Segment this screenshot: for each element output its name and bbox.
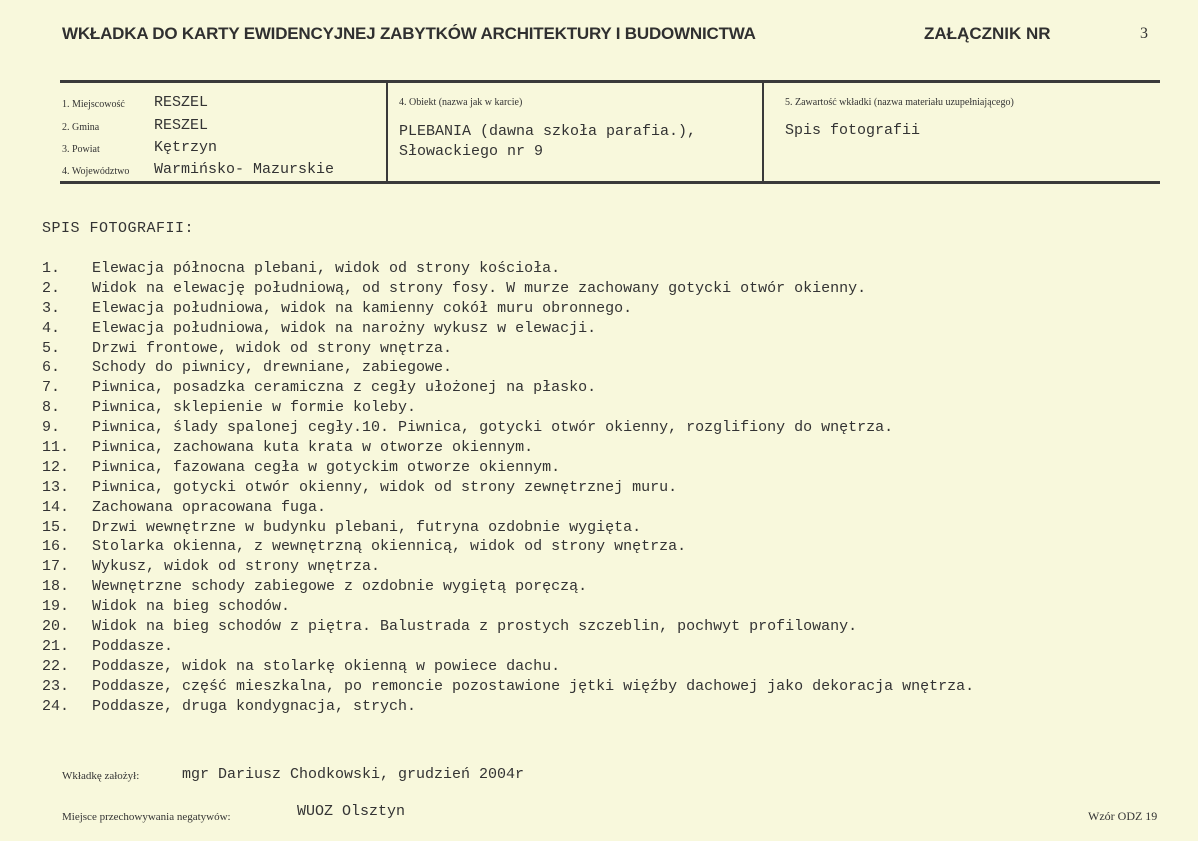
list-item <box>42 597 974 617</box>
list-item-number: 16. <box>42 538 70 556</box>
list-item-text: Drzwi frontowe, widok od strony wnętrza. <box>92 339 453 357</box>
list-item <box>42 518 974 538</box>
contents-value: Spis fotografii <box>785 122 921 139</box>
contents-label: 5. Zawartość wkładki (nazwa materiału uzupełniającego) <box>785 97 1014 108</box>
author-label: Wkładkę założył: <box>62 770 140 782</box>
list-item-number: 24. <box>42 697 70 715</box>
location-value: RESZEL <box>154 94 209 111</box>
list-item <box>42 358 974 378</box>
list-item <box>42 418 974 438</box>
location-label: 4. Województwo <box>62 166 130 177</box>
list-item-number: 2. <box>42 279 61 297</box>
list-item <box>42 697 974 717</box>
list-item-text: Stolarka okienna, z wewnętrzną okiennicą, widok od strony wnętrza. <box>92 538 687 556</box>
storage-label: Miejsce przechowywania negatywów: <box>62 811 231 823</box>
list-item-text: Piwnica, fazowana cegła w gotyckim otworze okiennym. <box>92 458 561 476</box>
list-item-number: 1. <box>42 260 61 277</box>
photo-list <box>42 259 974 716</box>
location-value: Kętrzyn <box>154 139 218 156</box>
list-item-number: 9. <box>42 419 61 437</box>
column-divider <box>386 80 388 184</box>
object-value-line2: Słowackiego nr 9 <box>399 143 544 160</box>
list-item-number: 5. <box>42 339 61 357</box>
list-item-text: Widok na bieg schodów. <box>92 598 291 616</box>
list-item-text: Schody do piwnicy, drewniane, zabiegowe. <box>92 359 453 377</box>
list-item <box>42 577 974 597</box>
list-item-number: 6. <box>42 359 61 377</box>
list-item <box>42 677 974 697</box>
list-item <box>42 378 974 398</box>
object-value-line1: PLEBANIA (dawna szkoła parafia.), <box>399 123 697 140</box>
list-item-text: Poddasze, widok na stolarkę okienną w powiece dachu. <box>92 657 561 675</box>
list-item <box>42 458 974 478</box>
list-item <box>42 478 974 498</box>
list-item-text: Elewacja północna plebani, widok od strony kościoła. <box>92 260 561 277</box>
list-item-number: 20. <box>42 618 70 636</box>
list-item-number: 23. <box>42 677 70 695</box>
location-label: 2. Gmina <box>62 122 100 133</box>
list-item-text: Piwnica, ślady spalonej cegły.10. Piwnica, gotycki otwór okienny, rozglifiony do wnętrza. <box>92 419 894 437</box>
location-value: Warmińsko- Mazurskie <box>154 161 335 178</box>
list-item-text: Piwnica, zachowana kuta krata w otworze okiennym. <box>92 439 534 457</box>
list-item-text: Poddasze, druga kondygnacja, strych. <box>92 697 417 715</box>
list-item-number: 18. <box>42 578 70 596</box>
list-item-text: Elewacja południowa, widok na kamienny cokół muru obronnego. <box>92 299 633 317</box>
list-item <box>42 498 974 518</box>
object-label: 4. Obiekt (nazwa jak w karcie) <box>399 97 523 108</box>
column-divider <box>762 80 764 184</box>
list-item-number: 21. <box>42 637 70 655</box>
annex-number: 3 <box>1140 25 1148 42</box>
list-item <box>42 537 974 557</box>
list-item-text: Poddasze, część mieszkalna, po remoncie pozostawione jętki więźby dachowej jako dekoracja wnętrza. <box>92 677 975 695</box>
list-item-number: 14. <box>42 498 70 516</box>
list-item <box>42 299 974 319</box>
list-item <box>42 279 974 299</box>
list-item-text: Poddasze. <box>92 637 174 655</box>
photo-list-title: SPIS FOTOGRAFII: <box>42 220 195 237</box>
list-item-number: 13. <box>42 478 70 496</box>
form-code: Wzór ODZ 19 <box>1088 809 1158 823</box>
list-item-number: 22. <box>42 657 70 675</box>
storage-value: WUOZ Olsztyn <box>297 803 406 820</box>
location-label: 3. Powiat <box>62 144 100 155</box>
list-item <box>42 319 974 339</box>
list-item <box>42 438 974 458</box>
list-item-number: 7. <box>42 379 61 397</box>
list-item <box>42 339 974 359</box>
list-item <box>42 657 974 677</box>
list-item <box>42 617 974 637</box>
list-item-text: Zachowana opracowana fuga. <box>92 498 327 516</box>
list-item-number: 15. <box>42 518 70 536</box>
list-item-number: 3. <box>42 299 61 317</box>
list-item-number: 11. <box>42 439 70 457</box>
list-item-text: Drzwi wewnętrzne w budynku plebani, futryna ozdobnie wygięta. <box>92 518 642 536</box>
list-item <box>42 259 974 279</box>
list-item-text: Wykusz, widok od strony wnętrza. <box>92 558 381 576</box>
list-item-number: 19. <box>42 598 70 616</box>
location-value: RESZEL <box>154 117 209 134</box>
list-item-text: Widok na elewację południową, od strony fosy. W murze zachowany gotycki otwór okienny. <box>92 279 867 297</box>
list-item <box>42 398 974 418</box>
list-item-text: Piwnica, posadzka ceramiczna z cegły ułożonej na płasko. <box>92 379 597 397</box>
form-title: WKŁADKA DO KARTY EWIDENCYJNEJ ZABYTKÓW ARCHITEKTURY I BUDOWNICTWA <box>62 24 756 43</box>
list-item-number: 8. <box>42 399 61 417</box>
list-item-text: Elewacja południowa, widok na narożny wykusz w elewacji. <box>92 319 597 337</box>
list-item-text: Piwnica, gotycki otwór okienny, widok od strony zewnętrznej muru. <box>92 478 678 496</box>
annex-label: ZAŁĄCZNIK NR <box>924 24 1051 43</box>
list-item-text: Wewnętrzne schody zabiegowe z ozdobnie wygiętą poręczą. <box>92 578 588 596</box>
list-item <box>42 557 974 577</box>
list-item-number: 17. <box>42 558 70 576</box>
list-item-number: 4. <box>42 319 61 337</box>
location-label: 1. Miejscowość <box>62 99 125 110</box>
list-item <box>42 637 974 657</box>
list-item-text: Piwnica, sklepienie w formie koleby. <box>92 399 417 417</box>
author-value: mgr Dariusz Chodkowski, grudzień 2004r <box>182 766 525 783</box>
list-item-text: Widok na bieg schodów z piętra. Balustrada z prostych szczeblin, pochwyt profilowany. <box>92 618 858 636</box>
list-item-number: 12. <box>42 458 70 476</box>
